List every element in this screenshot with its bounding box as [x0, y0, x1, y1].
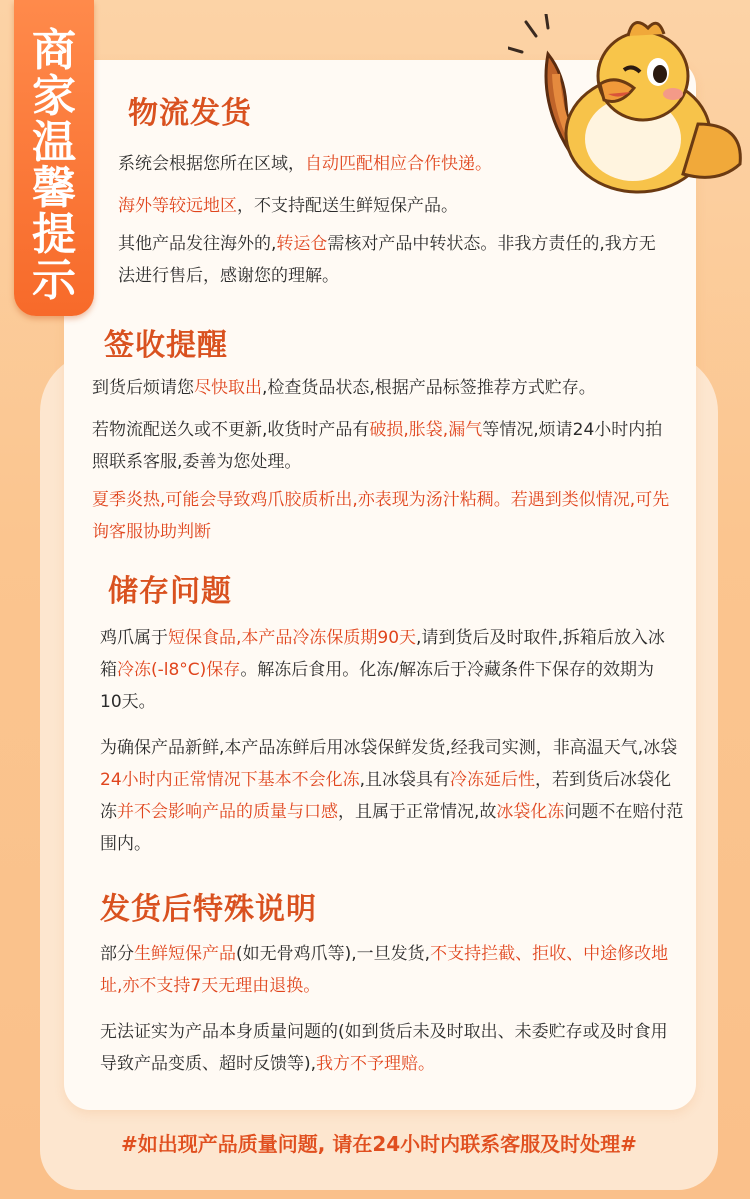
special-paragraph-1: 部分生鲜短保产品(如无骨鸡爪等),一旦发货,不支持拦截、拒收、中途修改地址,亦不支持7天无理由退换。 [100, 944, 669, 996]
section-title-storage: 储存问题 [108, 566, 232, 610]
logistics-paragraph-3: 其他产品发往海外的,转运仓需核对产品中转状态。非我方责任的,我方无法进行售后，感谢您的理解。 [118, 234, 656, 286]
badge-text [14, 25, 94, 306]
footer-notice: #如出现产品质量问题, 请在24小时内联系客服及时处理# [121, 1132, 637, 1156]
special-paragraph-2: 无法证实为产品本身质量问题的(如到货后未及时取出、未委贮存或及时食用导致产品变质、超时反馈等),我方不予理赔。 [100, 1022, 668, 1074]
section-title-special: 发货后特殊说明 [100, 884, 317, 928]
badge-char: 馨 [32, 163, 76, 214]
section-title-receipt: 签收提醒 [104, 320, 228, 364]
badge-char: 提 [32, 209, 76, 260]
storage-paragraph-2: 为确保产品新鲜,本产品冻鲜后用冰袋保鲜发货,经我司实测，非高温天气,冰袋24小时内正常情况下基本不会化冻,且冰袋具有冷冻延后性，若到货后冰袋化冻并不会影响产品的质量与口感，且属于正常情况,故冰袋化冻问题不在赔付范围内。 [100, 738, 684, 854]
receipt-paragraph-2: 若物流配送久或不更新,收货时产品有破损,胀袋,漏气等情况,烦请24小时内拍照联系客服,委善为您处理。 [92, 420, 663, 472]
section-title-logistics: 物流发货 [128, 88, 252, 132]
storage-paragraph-1: 鸡爪属于短保食品,本产品冷冻保质期90天,请到货后及时取件,拆箱后放入冰箱冷冻(-l8°C)保存。解冻后食用。化冻/解冻后于冷藏条件下保存的效期为10天。 [100, 628, 665, 712]
receipt-paragraph-1: 到货后烦请您尽快取出,检查货品状态,根据产品标签推荐方式贮存。 [92, 378, 596, 398]
badge-char: 商 [32, 25, 76, 76]
merchant-notice-badge [14, 0, 94, 316]
logistics-paragraph-2: 海外等较远地区，不支持配送生鲜短保产品。 [118, 196, 458, 216]
badge-char: 温 [32, 117, 76, 168]
badge-char: 示 [32, 255, 76, 306]
logistics-paragraph-1: 系统会根据您所在区域，自动匹配相应合作快递。 [118, 154, 492, 174]
receipt-paragraph-3: 夏季炎热,可能会导致鸡爪胶质析出,亦表现为汤汁粘稠。若遇到类似情况,可先询客服协助判断 [92, 490, 670, 542]
badge-char: 家 [32, 71, 76, 122]
